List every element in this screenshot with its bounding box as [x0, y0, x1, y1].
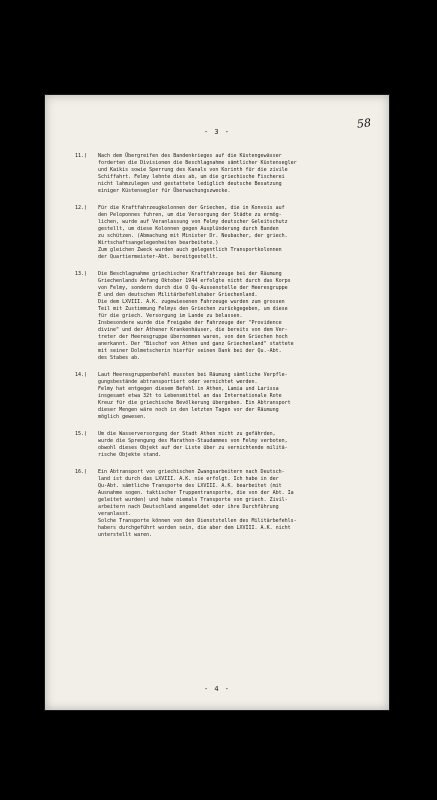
document-page: [45, 95, 389, 710]
section-number: 12.): [75, 205, 88, 211]
continued-page-number: - 4 -: [203, 685, 231, 693]
section-11: [75, 153, 369, 195]
section-number: 13.): [75, 271, 88, 277]
section-14: [75, 372, 369, 421]
section-text: Nach dem Übergreifen des Bandenkrieges auf die Küstengewässer forderten die Divisionen die Beschlagnahme sämtlicher Küstensegler und Kaikis sowie Sperrung des Kanals von Korinth für die zivile Schiffahrt. Felmy lehnte dies ab, um die griechische Fischerei nicht lahmzulegen und gestattete lediglich deutsche Besatzung einiger Küstensegler für Überwachungszwecke.: [98, 153, 297, 194]
section-number: 11.): [75, 153, 88, 159]
section-text: Für die Kraftfahrzeugkolonnen der Griechen, die in Konvois auf den Peloponnes fuhren, um die Versorgung der Städte zu ermög- lichen, wurde auf Veranlassung von Felmy deutscher Geleitschutz gestellt, um diese Kolonnen gegen Ausplünderung durch Banden zu schützen. (Abmachung mit Minister Dr. Neubacher, der griech. Wirtschaftsangelegenheiten bearbeitete.) Zum gleichen Zweck wurden auch gelegentlich Transportkolonnen der Quartiermeister-Abt. bereitgestellt.: [98, 205, 288, 260]
page-number: - 3 -: [203, 128, 231, 136]
sections-list: [75, 153, 369, 549]
section-number: 14.): [75, 372, 88, 378]
section-text: Um die Wasserversorgung der Stadt Athen nicht zu gefährden, wurde die Sprengung des Marathon-Staudammes von Felmy verboten, obwohl dieses Objekt auf der Liste über zu vernichtende militä- rische Objekte stand.: [98, 431, 288, 458]
section-15: [75, 431, 369, 459]
section-text: Laut Heeresgruppenbefehl mussten bei Räumung sämtliche Verpfle- gungsbestände abtransportiert oder vernichtet werden. Felmy hat entgegen diesem Befehl in Athen, Lamia und Larissa insgesamt etwa 32t to Lebensmittel an das Internationale Rote Kreuz für die griechische Bevölkerung übergeben. Ein Abtransport dieser Mengen wäre noch in den letzten Tagen vor der Räumung möglich gewesen.: [98, 372, 291, 420]
section-12: [75, 205, 369, 261]
section-16: [75, 469, 369, 539]
section-text: Ein Abtransport von griechischen Zwangsarbeitern nach Deutsch- land ist durch das LXVIII. A.K. nie erfolgt. Ich habe in der Qu-Abt. sämtliche Transporte des LXVIII. A.K. bearbeitet (mit Ausnahme sogen. taktischer Truppentransporte, die von der Abt. Ia geleitet wurden) und habe niemals Transporte von griech. Zivil- arbeitern nach Deutschland angemeldet oder ihre Durchführung veranlasst. Solche Transporte können von den Dienststellen des Militärbefehls- habers durchgeführt worden sein, die aber dem LXVIII. A.K. nicht unterstellt waren.: [98, 469, 297, 538]
section-number: 15.): [75, 431, 88, 437]
section-text: Die Beschlagnahme griechischer Kraftfahrzeuge bei der Räumung Griechenlands Anfang Oktober 1944 erfolgte nicht durch das Korps von Felmy, sondern durch die O Qu-Aussenstelle der Heeresgruppe E und den deutschen Militärbefehlshaber Griechenland. Die dem LXVIII. A.K. zugewiesenen Fahrzeuge wurden zum grossen Teil mit Zustimmung Felmys den Griechen zurückgegeben, um diese für die griech. Versorgung im Lande zu belassen. Insbesondere wurde die Freigabe der Fahrzeuge der "Providence divine" und der Athener Krankenhäuser, die bereits von dem Ver- treter der Heeresgruppe übernommen waren, von den Griechen hoch anerkannt. Der "Bischof von Athen und ganz Griechenland" stattete mit seiner Dolmetscherin hierfür seinen Dank bei der Qu.-Abt. des Stabes ab.: [98, 271, 294, 361]
handwritten-page-note: 58: [356, 116, 372, 131]
section-number: 16.): [75, 469, 88, 475]
section-13: [75, 271, 369, 362]
